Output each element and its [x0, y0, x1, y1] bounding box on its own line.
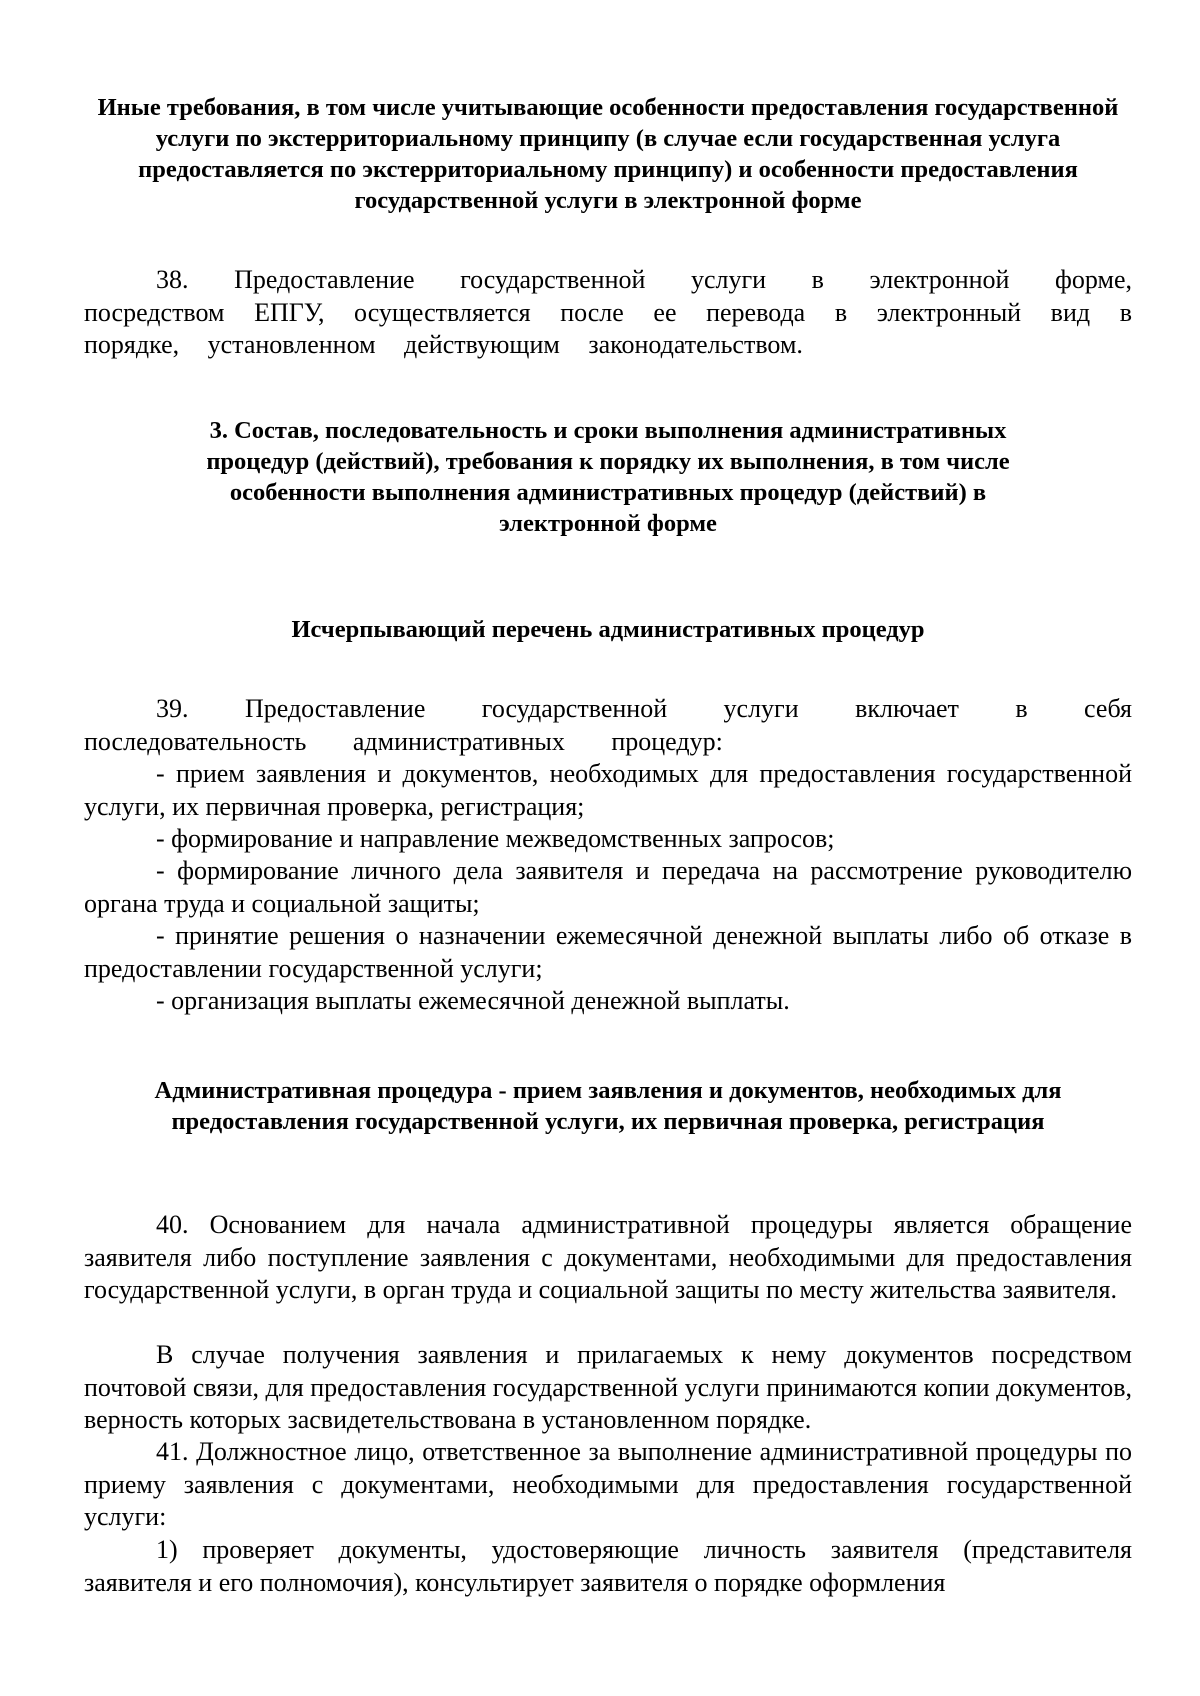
paragraph-38: 38. Предоставление государственной услуги в электронной форме, посредством ЕПГУ, осуществляется после ее перевода в электронный вид в порядке, установленном действующим законодательством.: [84, 265, 1132, 359]
heading-procedures-list: Исчерпывающий перечень административных процедур: [291, 616, 925, 643]
section-heading-3: 3. Состав, последовательность и сроки выполнения административных процедур (действий), требования к порядку их выполнения, в том числе особенности выполнения административных процедур (действий) в электронной форме: [206, 417, 1010, 537]
heading-procedure-reception: Административная процедура - прием заявления и документов, необходимых для предоставления государственной услуги, их первичная проверка, регистрация: [154, 1077, 1062, 1135]
paragraph-41: 41. Должностное лицо, ответственное за выполнение административной процедуры по приему заявления с документами, необходимыми для предоставления государственной услуги:: [84, 1437, 1132, 1531]
list-item: - организация выплаты ежемесячной денежной выплаты.: [156, 986, 790, 1015]
list-item: - принятие решения о назначении ежемесячной денежной выплаты либо об отказе в предоставлении государственной услуги;: [84, 921, 1132, 983]
paragraph-41-item-1: 1) проверяет документы, удостоверяющие личность заявителя (представителя заявителя и его полномочия), консультирует заявителя о порядке оформления: [84, 1535, 1132, 1597]
section-heading-extraterritorial: Иные требования, в том числе учитывающие особенности предоставления государственной услуги по экстерриториальному принципу (в случае если государственная услуга предоставляется по экстерриториальному принципу) и особенности предоставления государственной услуги в электронной форме: [97, 94, 1119, 214]
list-item: - формирование личного дела заявителя и передача на рассмотрение руководителю органа труда и социальной защиты;: [84, 856, 1132, 918]
list-item: - формирование и направление межведомственных запросов;: [156, 824, 835, 853]
paragraph-40: 40. Основанием для начала административной процедуры является обращение заявителя либо поступление заявления с документами, необходимыми для предоставления государственной услуги, в орган труда и социальной защиты по месту жительства заявителя.: [84, 1210, 1132, 1304]
list-item: - прием заявления и документов, необходимых для предоставления государственной услуги, их первичная проверка, регистрация;: [84, 759, 1132, 821]
paragraph-40-postal: В случае получения заявления и прилагаемых к нему документов посредством почтовой связи, для предоставления государственной услуги принимаются копии документов, верность которых засвидетельствована в установленном порядке.: [84, 1340, 1132, 1434]
paragraph-39: 39. Предоставление государственной услуги включает в себя последовательность административных процедур:: [84, 694, 1132, 756]
